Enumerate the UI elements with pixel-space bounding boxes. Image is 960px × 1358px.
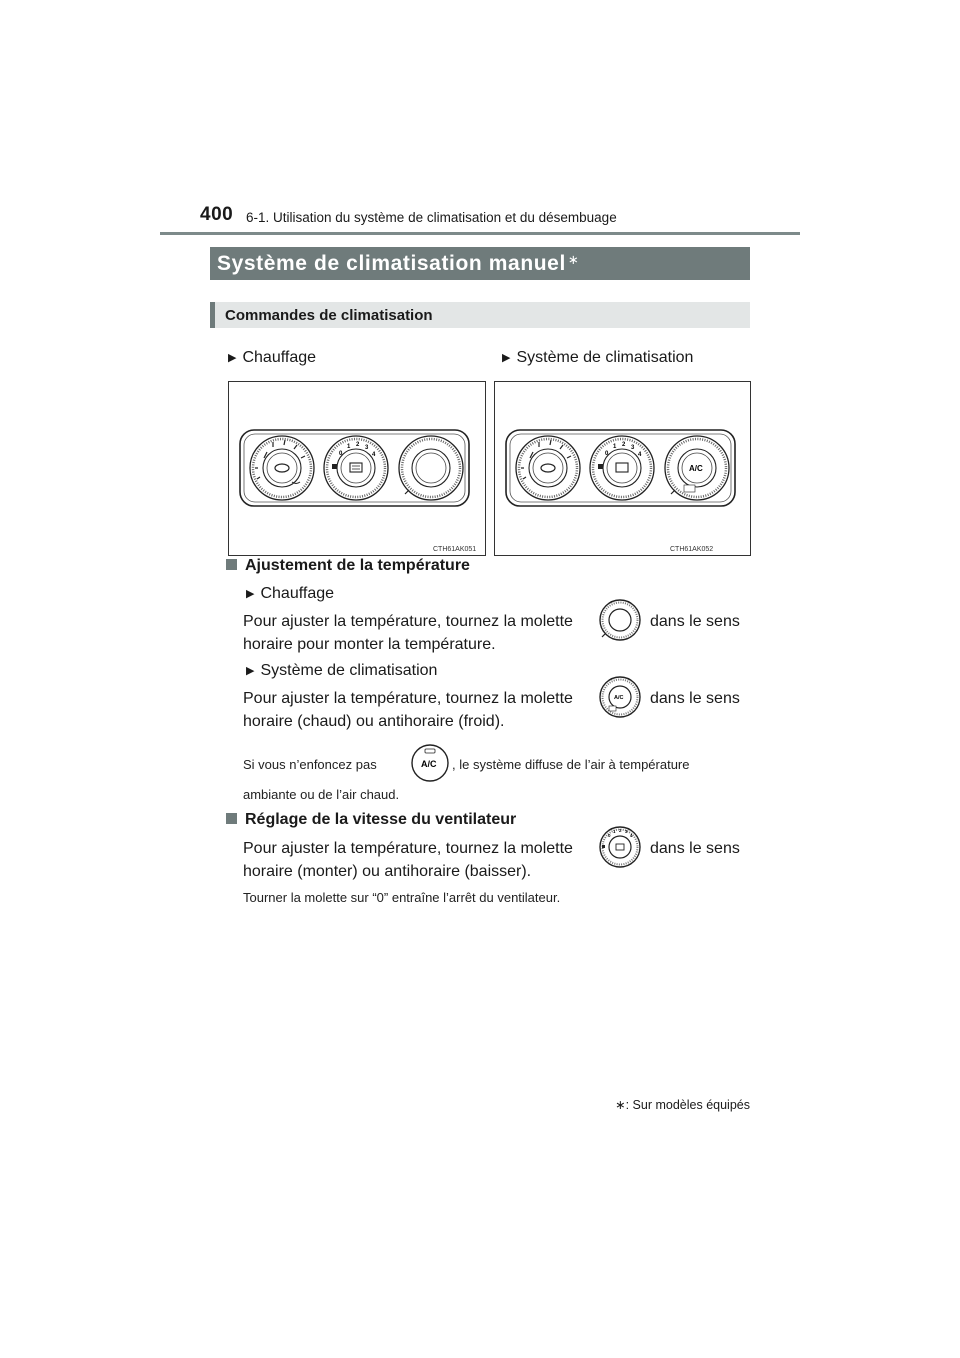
- fan-dial-icon: [590, 436, 654, 500]
- triangle-bullet-icon: ▶: [246, 665, 255, 677]
- square-bullet-icon: [226, 559, 237, 570]
- svg-text:3: 3: [631, 445, 635, 451]
- fan-text-line1: Pour ajuster la température, tournez la molette: [243, 840, 573, 857]
- fan-speed-dial-icon: [598, 825, 642, 869]
- mode-dial-icon: [516, 436, 580, 500]
- svg-text:0: 0: [608, 833, 611, 838]
- temperature-dial-icon: [399, 436, 463, 500]
- section-title: Système de climatisation manuel: [217, 252, 566, 275]
- ac-button-icon: [410, 743, 450, 783]
- heater-temperature-dial-icon: [598, 598, 642, 642]
- heater-label: ▶ Chauffage: [246, 585, 335, 602]
- svg-text:4: 4: [630, 833, 633, 838]
- fan-text-line2: horaire (monter) ou antihoraire (baisser).: [243, 863, 532, 880]
- heater-text-after: dans le sens: [650, 613, 740, 630]
- svg-text:3: 3: [625, 829, 628, 834]
- figure-caption-heater: ▶ Chauffage: [228, 349, 317, 366]
- ac-text-after: dans le sens: [650, 690, 740, 707]
- fan-text-after: dans le sens: [650, 840, 740, 857]
- figure-code: CTH61AK052: [670, 546, 714, 553]
- footnote-text: : Sur modèles équipés: [625, 1098, 750, 1112]
- ac-note-line2: ambiante ou de l’air chaud.: [243, 787, 400, 802]
- heater-control-panel-illustration: [229, 382, 485, 555]
- chapter-title: 6-1. Utilisation du système de climatisation et du désembuage: [246, 210, 617, 225]
- ac-text-line1: Pour ajuster la température, tournez la molette: [243, 690, 573, 707]
- triangle-bullet-icon: ▶: [228, 352, 237, 364]
- page-number: 400: [200, 204, 234, 225]
- footnote-asterisk: ∗: [615, 1098, 626, 1112]
- heater-text-line1: Pour ajuster la température, tournez la molette: [243, 613, 573, 630]
- header-rule: [160, 232, 800, 235]
- triangle-bullet-icon: ▶: [246, 588, 255, 600]
- fan-note: Tourner la molette sur “0” entraîne l’arrêt du ventilateur.: [243, 890, 561, 905]
- ac-text-line2: horaire (chaud) ou antihoraire (froid).: [243, 713, 505, 730]
- figure-heater-panel: [228, 381, 486, 556]
- fan-dial-icon: [324, 436, 388, 500]
- svg-text:0: 0: [605, 451, 609, 457]
- svg-text:1: 1: [347, 444, 351, 450]
- section-banner: [210, 247, 750, 280]
- triangle-bullet-icon: ▶: [502, 352, 511, 364]
- svg-text:2: 2: [356, 442, 360, 448]
- svg-text:4: 4: [372, 452, 376, 458]
- mode-dial-icon: [250, 436, 314, 500]
- ac-label: ▶ Système de climatisation: [246, 662, 438, 679]
- temperature-heading: Ajustement de la température: [226, 557, 470, 575]
- figure-caption-ac: ▶ Système de climatisation: [502, 349, 694, 366]
- figure-code: CTH61AK051: [433, 546, 477, 553]
- svg-text:A/C: A/C: [421, 759, 437, 769]
- svg-text:2: 2: [622, 442, 626, 448]
- svg-text:A/C: A/C: [614, 695, 624, 701]
- ac-temperature-dial-icon: [665, 436, 729, 500]
- fan-heading: Réglage de la vitesse du ventilateur: [226, 811, 516, 829]
- footnote: [615, 1097, 750, 1112]
- svg-text:3: 3: [365, 445, 369, 451]
- svg-text:2: 2: [619, 828, 622, 833]
- square-bullet-icon: [226, 813, 237, 824]
- svg-text:4: 4: [638, 452, 642, 458]
- section-asterisk: ∗: [567, 252, 580, 267]
- svg-text:0: 0: [339, 451, 343, 457]
- heater-text-line2: horaire pour monter la température.: [243, 636, 496, 653]
- figure-ac-panel: [494, 381, 751, 556]
- svg-text:1: 1: [613, 829, 616, 834]
- ac-control-panel-illustration: [495, 382, 750, 555]
- svg-text:1: 1: [613, 444, 617, 450]
- ac-note-before: Si vous n’enfoncez pas: [243, 757, 377, 772]
- ac-note-after: , le système diffuse de l’air à température: [452, 757, 690, 772]
- svg-text:A/C: A/C: [689, 464, 703, 473]
- ac-temperature-dial-icon: [598, 675, 642, 719]
- subsection-banner: Commandes de climatisation: [210, 302, 750, 328]
